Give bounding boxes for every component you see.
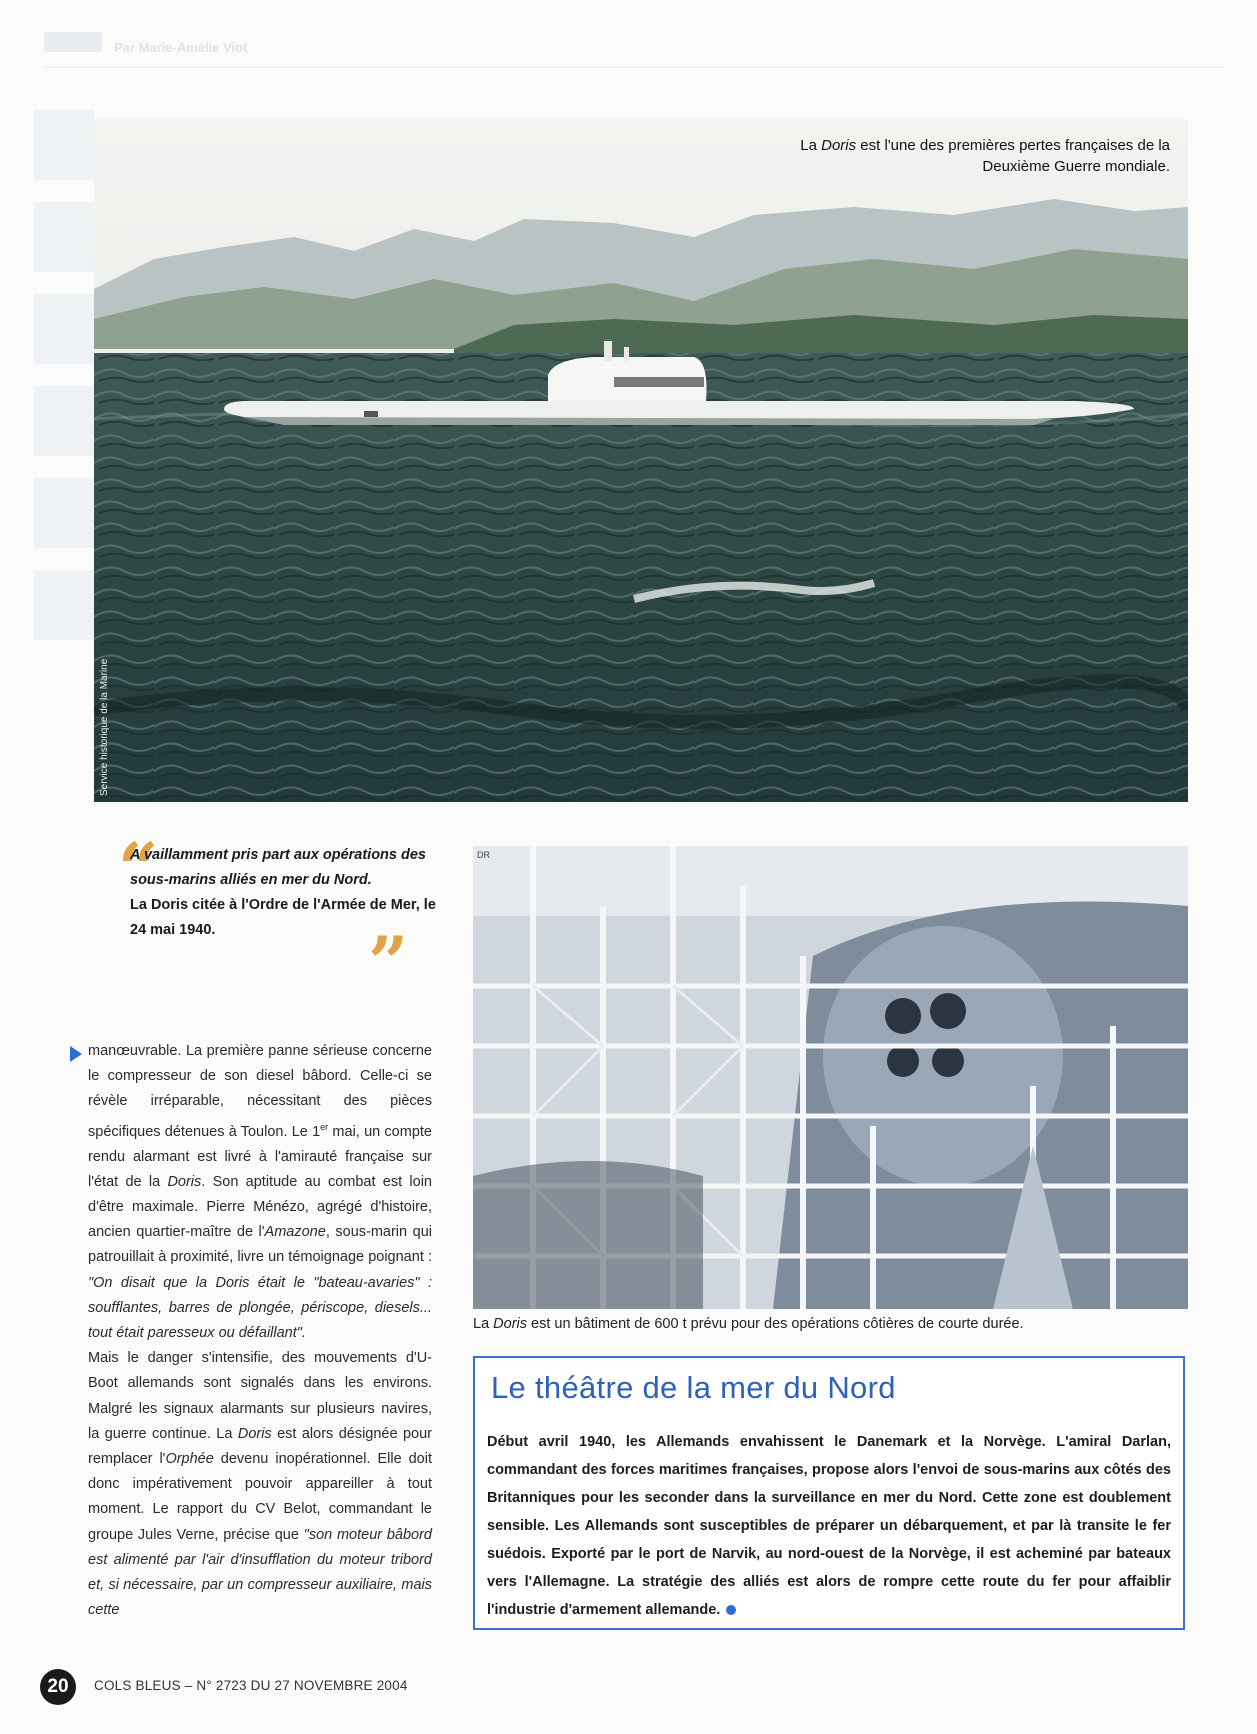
photo-caption: La Doris est un bâtiment de 600 t prévu pour des opérations côtières de courte durée. xyxy=(473,1316,1024,1332)
photo-credit: Service historique de la Marine xyxy=(99,658,110,796)
page-footer xyxy=(40,1669,640,1703)
submarine-construction-photo xyxy=(473,846,1188,1309)
side-title-decoration xyxy=(34,110,94,650)
sidebar-box-text: Début avril 1940, les Allemands envahissent le Danemark et la Norvège. L'amiral Darlan, commandant des forces maritimes françaises, propose alors l'envoi de sous-marins aux côtés des Britanniques pour les seconder dans la surveillance en mer du Nord. Cette zone est doublement sensible. Les Allemands sont susceptibles de préparer un débarquement, et par là transite le fer suédois. Exporté par le port de Narvik, au nord-ouest de la Norvège, il est acheminé par bateaux vers l'Allemagne. La stratégie des alliés est alors de rompre cette route du fer pour affaiblir l'industrie d'armement allemande. xyxy=(487,1434,1171,1618)
publication-info: COLS BLEUS – N° 2723 DU 27 NOVEMBRE 2004 xyxy=(94,1678,408,1693)
submarine-sea-photo xyxy=(94,119,1188,802)
photo-caption: La Doris est l'une des premières pertes françaises de la Deuxième Guerre mondiale. xyxy=(800,137,1170,175)
body-paragraph: manœuvrable. La première panne sérieuse concerne le compresseur de son diesel bâbord. Celle-ci se révèle irréparable, nécessitant des pièces spécifiques détenues à Toulon. Le 1er mai, un compte rendu alarmant est livré à l'amirauté française sur l'état de la Doris. Son aptitude au combat est loin d'être maximale. Pierre Ménézo, agrégé d'histoire, ancien quartier-maître de l'Amazone, sous-marin qui patrouillait à proximité, livre un témoignage poignant : "On disait que la Doris était le "bateau-avaries" : soufflantes, barres de plongée, périscope, diesels... tout était paresseux ou défaillant". xyxy=(88,1043,432,1342)
end-dot-icon xyxy=(726,1605,736,1615)
page-number: 20 xyxy=(40,1669,76,1705)
quote-citation: La Doris citée à l'Ordre de l'Armée de Mer, le 24 mai 1940. xyxy=(130,897,436,938)
quote-text: A vaillamment pris part aux opérations des sous-marins alliés en mer du Nord. xyxy=(130,847,426,888)
header-rule xyxy=(44,66,1224,68)
section-logo xyxy=(44,32,102,52)
body-paragraph: Mais le danger s'intensifie, des mouvements d'U-Boot allemands sont signalés dans les environs. Malgré les signaux alarmants sur plusieurs navires, la guerre continue. La Doris est alors désignée pour remplacer l'Orphée devenu inopérationnel. Elle doit donc impérativement pouvoir appareiller à tout moment. Le rapport du CV Belot, commandant le groupe Jules Verne, précise que "son moteur bâbord est alimenté par l'air d'insufflation du moteur tribord et, si nécessaire, par un compresseur auxiliaire, mais cette xyxy=(88,1350,432,1619)
page-header xyxy=(44,28,1224,68)
construction-illustration xyxy=(473,846,1188,1309)
sidebar-box-title: Le théâtre de la mer du Nord xyxy=(491,1370,896,1405)
sidebar-box xyxy=(473,1356,1185,1630)
open-quote-mark: “ xyxy=(118,827,159,910)
submarine-sea-illustration xyxy=(94,119,1188,802)
article-body xyxy=(88,1039,432,1624)
author-byline: Par Marie-Amélie Viot xyxy=(114,40,248,55)
close-quote-mark: ” xyxy=(368,921,409,1004)
continuation-arrow-icon xyxy=(70,1046,82,1062)
pull-quote xyxy=(118,827,448,1004)
photo-credit: DR xyxy=(477,850,490,860)
